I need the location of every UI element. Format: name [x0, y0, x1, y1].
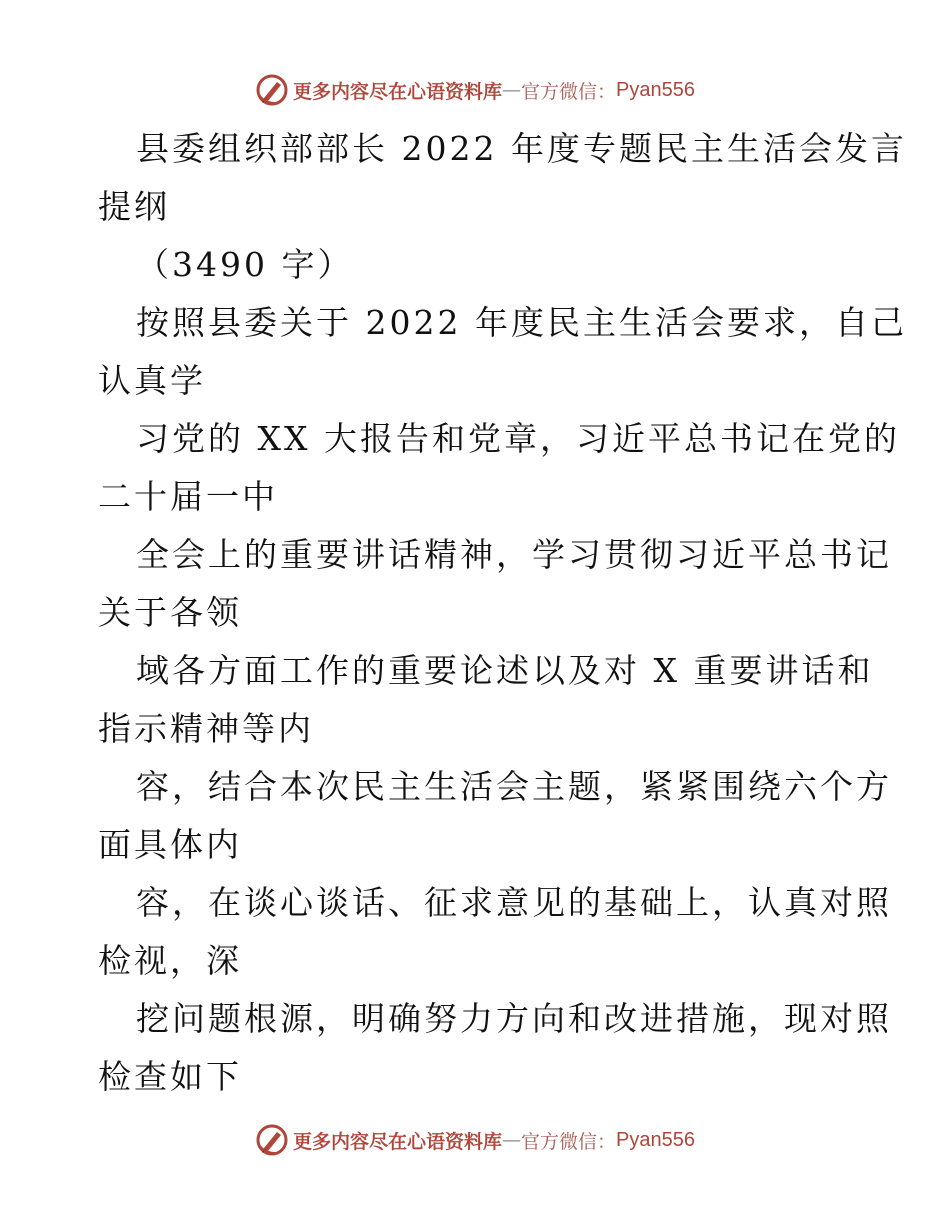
paragraph-line: 容，结合本次民主生活会主题，紧紧围绕六个方 [136, 767, 892, 806]
watermark-dash: — [502, 79, 522, 101]
paragraph-line: 检查如下 [98, 1057, 242, 1096]
paragraph-line: 容，在谈心谈话、征求意见的基础上，认真对照 [136, 883, 892, 922]
word-count: （3490 字） [136, 245, 354, 284]
watermark-wechat-label: 官方微信： [521, 1130, 617, 1153]
watermark-wechat-label: 官方微信： [521, 80, 617, 103]
watermark-content [255, 73, 695, 107]
watermark-content [255, 1123, 695, 1157]
paragraph-line: 全会上的重要讲话精神，学习贯彻习近平总书记 [136, 535, 892, 574]
watermark-wechat-id: Pyan556 [616, 78, 695, 101]
watermark-wechat-id: Pyan556 [616, 1128, 695, 1151]
paragraph-line: 二十届一中 [98, 477, 278, 516]
paragraph-line: 检视，深 [98, 941, 242, 980]
header-watermark [0, 70, 950, 110]
watermark-brand-text: 更多内容尽在心语资料库 [293, 80, 503, 103]
paragraph-line: 关于各领 [98, 593, 242, 632]
paragraph-line: 习党的 XX 大报告和党章，习近平总书记在党的 [136, 419, 900, 458]
pen-logo-icon [255, 73, 289, 107]
paragraph-line: 面具体内 [98, 825, 242, 864]
document-title-line-1: 县委组织部部长 2022 年度专题民主生活会发言 [136, 129, 907, 168]
document-title-line-2: 提纲 [98, 187, 170, 226]
paragraph-line: 按照县委关于 2022 年度民主生活会要求，自己 [136, 303, 907, 342]
paragraph-line: 认真学 [98, 361, 206, 400]
document-body [98, 120, 907, 1106]
paragraph-line: 域各方面工作的重要论述以及对 X 重要讲话和 [136, 651, 874, 690]
paragraph-line: 挖问题根源，明确努力方向和改进措施，现对照 [136, 999, 892, 1038]
watermark-dash: — [502, 1129, 522, 1151]
paragraph-line: 指示精神等内 [98, 709, 314, 748]
pen-logo-icon [255, 1123, 289, 1157]
watermark-brand-text: 更多内容尽在心语资料库 [293, 1130, 503, 1153]
footer-watermark [0, 1120, 950, 1160]
